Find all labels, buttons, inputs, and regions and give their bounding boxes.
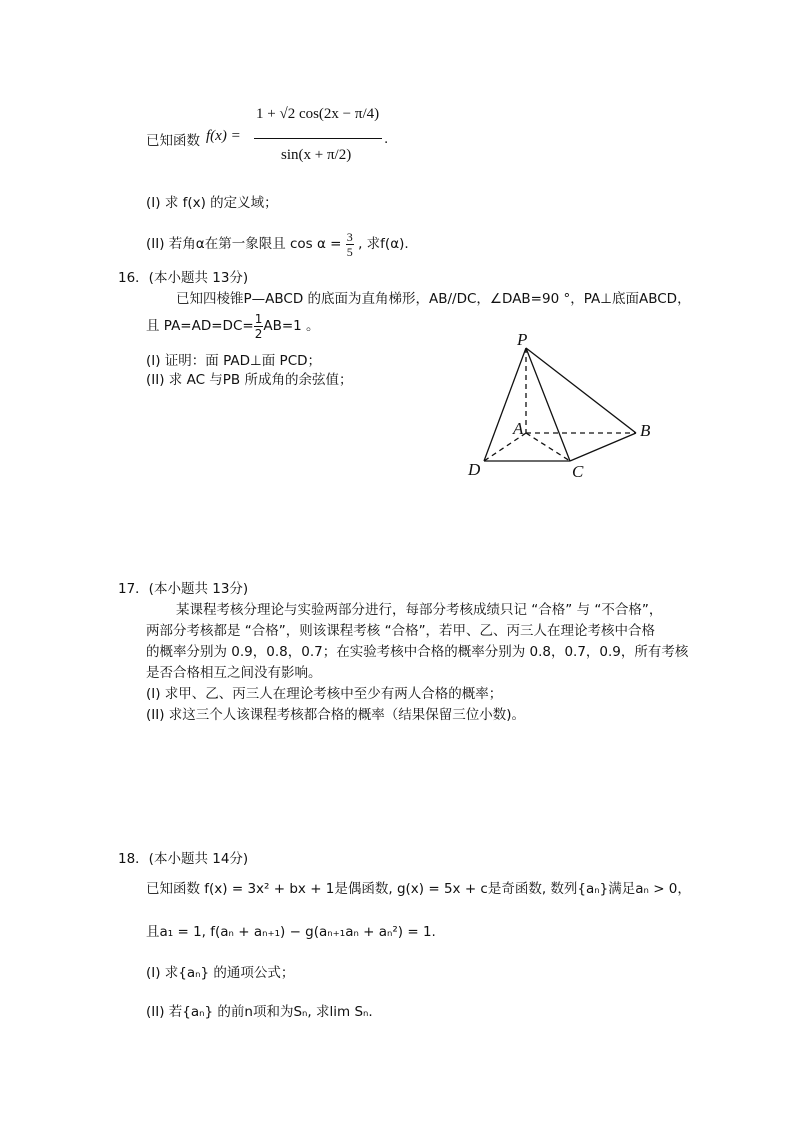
q17-header: 17．(本小题共 13分) — [118, 581, 249, 597]
q15-fx: f(x) = — [206, 128, 241, 144]
label-C: C — [572, 462, 584, 481]
q17-line4: 是否合格相互之间没有影响。 — [146, 665, 322, 681]
label-D: D — [468, 460, 481, 479]
q15-fraction-bar — [254, 138, 382, 139]
q15-cos-fraction: $\frac{3}{5}$ — [346, 229, 353, 259]
q17-line1: 某课程考核分理论与实验两部分进行，每部分考核成绩只记 “合格” 与 “不合格”， — [176, 602, 663, 618]
q15-part1-label: (I) — [146, 195, 161, 211]
q15-numerator: 1 + √2 cos(2x − π/4) — [256, 106, 380, 122]
q15-denominator: sin(x + π/2) — [281, 147, 352, 163]
q18-part1: (I) 求{aₙ} 的通项公式； — [146, 965, 295, 981]
q16-header: 16．(本小题共 13分) — [118, 270, 249, 286]
label-A: A — [513, 419, 524, 438]
q18-header: 18．(本小题共 14分) — [118, 851, 249, 867]
q16-line2 — [146, 309, 320, 343]
q15-part2-text-b: , 求f(α). — [358, 236, 409, 252]
q17-part2: (II) 求这三个人该课程考核都合格的概率（结果保留三位小数)。 — [146, 707, 526, 723]
edge-CB — [570, 433, 636, 461]
pyramid-figure — [462, 330, 662, 490]
q18-line1: 已知函数 f(x) = 3x² + bx + 1是偶函数, g(x) = 5x + c是奇函数, 数列{aₙ}满足aₙ > 0， — [146, 881, 691, 897]
label-B: B — [640, 421, 651, 440]
edge-PD — [484, 348, 526, 461]
q16-half-fraction: $\frac{1}{2}$ — [254, 311, 263, 341]
q16-line2-a: 且 PA=AD=DC= — [146, 318, 254, 334]
edge-AC — [526, 433, 570, 461]
q15-part1-text: 求 f(x) 的定义域； — [164, 195, 278, 211]
label-P: P — [517, 330, 528, 349]
q16-part1: (I) 证明：面 PAD⊥面 PCD； — [146, 353, 322, 369]
q15-period: . — [384, 131, 389, 147]
q15-part2-label: (II) — [146, 236, 165, 252]
q15-part2-text-a: 若角α在第一象限且 cos α = — [168, 236, 342, 252]
q16-line1: 已知四棱锥P—ABCD 的底面为直角梯形，AB//DC，∠DAB=90 °，PA⊥底面ABCD， — [176, 291, 691, 307]
q15-part2 — [146, 226, 409, 262]
q15-intro: 已知函数 — [146, 133, 200, 149]
q17-line3: 的概率分别为 0.9，0.8，0.7；在实验考核中合格的概率分别为 0.8，0.7，0.9，所有考核 — [146, 644, 689, 660]
q17-part1: (I) 求甲、乙、丙三人在理论考核中至少有两人合格的概率； — [146, 686, 503, 702]
q18-part2: (II) 若{aₙ} 的前n项和为Sₙ, 求lim Sₙ. — [146, 1004, 373, 1020]
q16-line2-b: AB=1 。 — [263, 318, 320, 334]
q17-line2: 两部分考核都是 “合格”，则该课程考核 “合格”，若甲、乙、丙三人在理论考核中合格 — [146, 623, 656, 639]
q16-part2: (II) 求 AC 与PB 所成角的余弦值； — [146, 372, 353, 388]
q18-line2: 且a₁ = 1, f(aₙ + aₙ₊₁) − g(aₙ₊₁aₙ + aₙ²) = 1. — [146, 924, 436, 940]
q15-part1 — [146, 191, 278, 211]
